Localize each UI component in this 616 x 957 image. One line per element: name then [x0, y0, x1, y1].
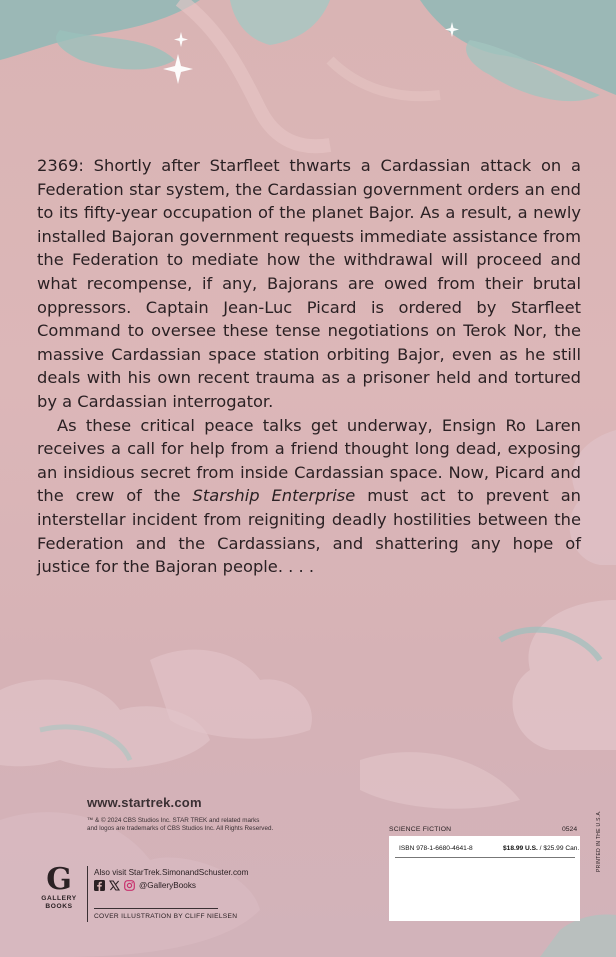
barcode-box: [389, 836, 580, 921]
barcode-divider: [395, 857, 575, 858]
publisher-divider-vertical: [87, 866, 88, 922]
price-canada: / $25.99 Can.: [537, 845, 580, 852]
price-us: $18.99 U.S.: [503, 845, 538, 852]
legal-notice: [87, 817, 297, 834]
publisher-divider-horizontal: [94, 908, 218, 909]
cover-illustration-credit: COVER ILLUSTRATION BY CLIFF NIELSEN: [94, 913, 238, 920]
back-cover-blurb: [37, 154, 581, 579]
blurb-paragraph-2-end: must act to prevent an interstellar incident from reigniting deadly hostilities between the Federation and the Cardassians, and shattering any hope of justice for the Bajoran people. . . .: [37, 486, 581, 577]
gallery-books-logo: [39, 862, 79, 911]
social-links: [94, 880, 196, 891]
facebook-icon[interactable]: [94, 880, 105, 891]
website-link[interactable]: www.startrek.com: [87, 795, 202, 810]
x-icon[interactable]: [109, 880, 120, 891]
retail-code: 0524: [562, 826, 578, 833]
blurb-paragraph-1: 2369: Shortly after Starfleet thwarts a Cardassian attack on a Federation star system, the Cardassian government orders an end to its fifty-year occupation of the planet Bajor. As a result, a newly installed Bajoran government requests immediate assistance from the Federation to mediate how the withdrawal will proceed and what recompense, if any, Bajorans are owed from their brutal oppressors. Captain Jean-Luc Picard is ordered by Starfleet Command to oversee these tense negotiations on Terok Nor, the massive Cardassian space station orbiting Bajor, even as he still deals with his own recent trauma as a prisoner held and tortured by a Cardassian interrogator.: [37, 156, 581, 411]
logo-letter: G: [46, 862, 72, 897]
starship-enterprise-italic: Starship Enterprise: [192, 486, 356, 506]
legal-line-2: and logos are trademarks of CBS Studios Inc. All Rights Reserved.: [87, 825, 274, 833]
blurb-paragraph-2: [37, 414, 581, 579]
genre-label: SCIENCE FICTION: [389, 826, 452, 833]
blurb-paragraph-2-start: As these critical peace talks get underway, Ensign Ro Laren receives a call for help from a friend thought long dead, exposing an insidious secret from inside Cardassian space. Now, Picard and the crew of the: [37, 415, 581, 506]
social-handle[interactable]: @GalleryBooks: [139, 881, 197, 890]
price: [503, 845, 579, 852]
isbn-number: ISBN 978-1-6680-4641-8: [399, 845, 473, 852]
legal-line-1: ™ & © 2024 CBS Studios Inc. STAR TREK and related marks: [87, 817, 260, 824]
instagram-icon[interactable]: [124, 880, 135, 891]
also-visit-text: Also visit StarTrek.SimonandSchuster.com: [94, 868, 249, 877]
logo-word-gallery: GALLERY: [41, 895, 77, 902]
printed-in-label: PRINTED IN THE U.S.A.: [596, 810, 602, 872]
logo-word-books: BOOKS: [45, 903, 73, 910]
